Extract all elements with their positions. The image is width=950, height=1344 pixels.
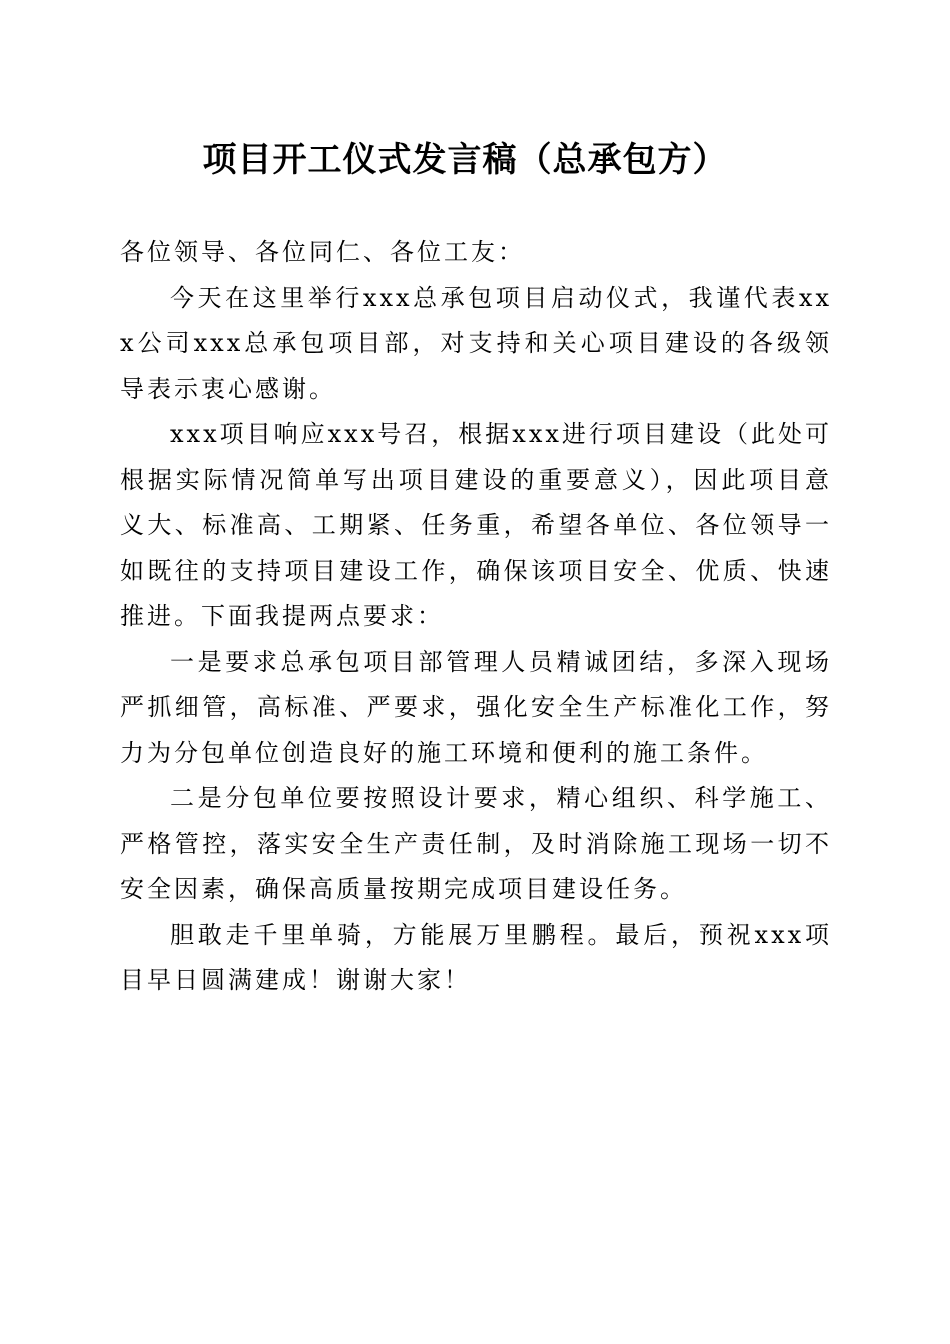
salutation: 各位领导、各位同仁、各位工友： [120, 238, 525, 266]
paragraph-significance: xxx项目响应xxx号召，根据xxx进行项目建设（此处可根据实际情况简单写出项目建设的重要意义），因此项目意义大、标准高、工期紧、任务重，希望各单位、各位领导一如既往的支持项目建设工作，确保该项目安全、优质、快速推进。下面我提两点要求： [120, 420, 832, 630]
paragraph-requirement-two: 二是分包单位要按照设计要求，精心组织、科学施工、严格管控，落实安全生产责任制，及时消除施工现场一切不安全因素，确保高质量按期完成项目建设任务。 [120, 784, 832, 903]
paragraph-requirement-one: 一是要求总承包项目部管理人员精诚团结，多深入现场严抓细管，高标准、严要求，强化安全生产标准化工作，努力为分包单位创造良好的施工环境和便利的施工条件。 [120, 647, 832, 767]
document-body [120, 230, 832, 1004]
paragraph-closing: 胆敢走千里单骑，方能展万里鹏程。最后，预祝xxx项目早日圆满建成！谢谢大家！ [120, 920, 832, 994]
document-title: 项目开工仪式发言稿（总承包方） [202, 140, 728, 180]
paragraph-opening: 今天在这里举行xxx总承包项目启动仪式，我谨代表xxx公司xxx总承包项目部，对支持和关心项目建设的各级领导表示衷心感谢。 [120, 283, 832, 403]
